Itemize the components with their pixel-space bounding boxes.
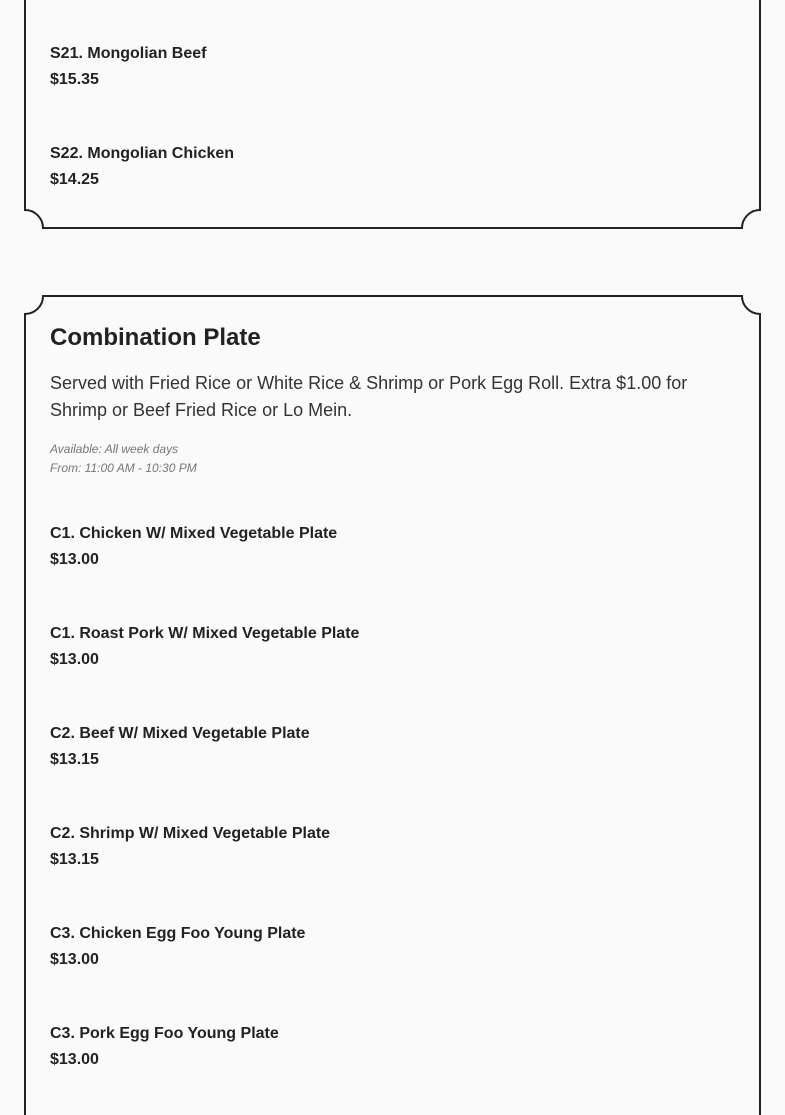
menu-section-card-combination (24, 295, 761, 1115)
availability-hours: From: 11:00 AM - 10:30 PM (50, 461, 197, 475)
menu-item[interactable] (50, 824, 330, 870)
menu-item[interactable] (50, 924, 305, 970)
availability-info (50, 440, 197, 478)
section-title: Combination Plate (50, 324, 261, 351)
menu-item-name[interactable]: S21. Mongolian Beef (50, 45, 207, 62)
card-border (24, 0, 761, 231)
menu-item-price: $13.00 (50, 951, 99, 968)
menu-item[interactable] (50, 44, 206, 90)
availability-days: Available: All week days (50, 442, 179, 456)
menu-section-card-previous (24, 0, 761, 231)
menu-item-price: $13.00 (50, 1051, 99, 1068)
menu-item-price: $15.35 (50, 71, 99, 88)
menu-item[interactable] (50, 1024, 279, 1070)
menu-item-price: $14.25 (50, 171, 99, 188)
menu-item-name[interactable]: C2. Shrimp W/ Mixed Vegetable Plate (50, 825, 331, 842)
menu-item-name[interactable]: C1. Chicken W/ Mixed Vegetable Plate (50, 525, 338, 542)
menu-item-price: $13.15 (50, 751, 99, 768)
menu-item-price: $13.00 (50, 551, 99, 568)
menu-item[interactable] (50, 524, 337, 570)
menu-item-name[interactable]: C1. Roast Pork W/ Mixed Vegetable Plate (50, 625, 360, 642)
menu-item[interactable] (50, 624, 359, 670)
menu-item-name[interactable]: C3. Chicken Egg Foo Young Plate (50, 925, 306, 942)
menu-item[interactable] (50, 144, 234, 190)
menu-item-name[interactable]: S22. Mongolian Chicken (50, 145, 235, 162)
menu-item-price: $13.00 (50, 651, 99, 668)
menu-item[interactable] (50, 724, 310, 770)
menu-item-name[interactable]: C2. Beef W/ Mixed Vegetable Plate (50, 725, 310, 742)
section-description: Served with Fried Rice or White Rice & Shrimp or Pork Egg Roll. Extra $1.00 for Shrimp or Beef Fried Rice or Lo Mein. (50, 373, 688, 420)
menu-item-name[interactable]: C3. Pork Egg Foo Young Plate (50, 1025, 279, 1042)
menu-item-price: $13.15 (50, 851, 99, 868)
